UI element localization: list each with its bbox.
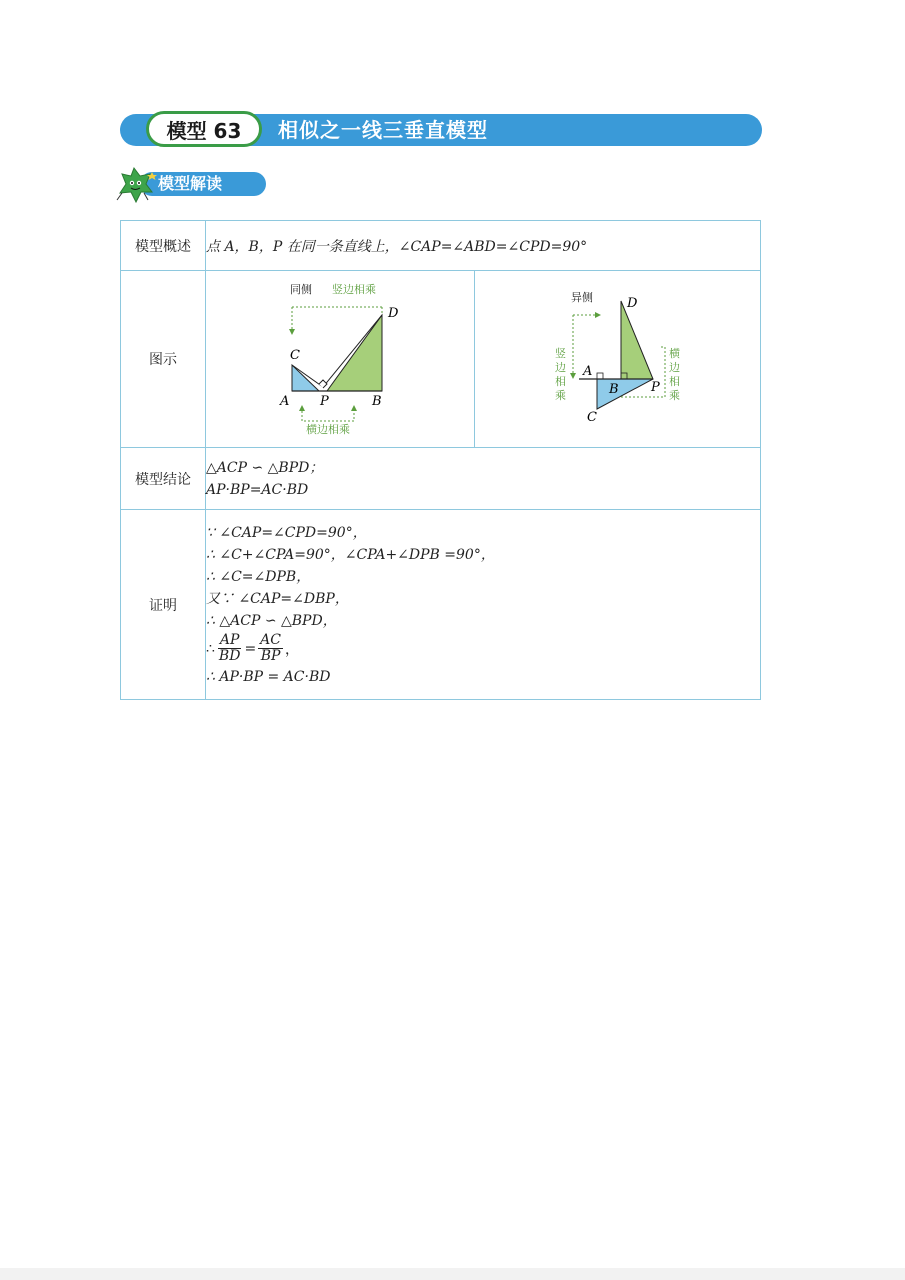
point-a-left: A bbox=[280, 394, 290, 409]
fraction-ap-bd bbox=[217, 633, 243, 664]
overview-label: 模型概述 bbox=[121, 221, 206, 271]
frac-den-2: BP bbox=[260, 648, 281, 664]
point-c-right: C bbox=[587, 410, 597, 425]
figure-opp-side bbox=[474, 271, 760, 447]
label-horizontal-mult-right-4: 乘 bbox=[669, 389, 680, 402]
page-bottom-strip bbox=[0, 1268, 905, 1280]
frac-eq: = bbox=[244, 640, 257, 657]
conclusion-label: 模型结论 bbox=[121, 448, 206, 510]
label-horizontal-mult-right-3: 相 bbox=[669, 375, 680, 388]
label-opp-side: 异侧 bbox=[571, 291, 593, 304]
frac-prefix: ∴ bbox=[206, 640, 215, 657]
frac-den-1: BD bbox=[218, 648, 241, 664]
section-label: 模型解读 bbox=[158, 174, 223, 193]
point-p-right: P bbox=[651, 380, 660, 395]
proof-cell bbox=[206, 510, 761, 700]
conclusion-line-2: AP·BP=AC·BD bbox=[206, 481, 309, 498]
label-vertical-mult-right-3: 相 bbox=[555, 375, 566, 388]
figure-label: 图示 bbox=[121, 271, 206, 448]
point-p-left: P bbox=[320, 394, 329, 409]
proof-line-2: ∴ ∠C+∠CPA=90°，∠CPA+∠DPB =90°， bbox=[206, 546, 495, 563]
overview-text bbox=[206, 221, 761, 271]
label-horizontal-mult-right-2: 边 bbox=[669, 361, 680, 374]
model-table bbox=[120, 220, 761, 700]
label-vertical-mult-right-1: 竖 bbox=[555, 347, 566, 360]
label-vertical-mult-right-4: 乘 bbox=[555, 389, 566, 402]
proof-line-1: ∵ ∠CAP=∠CPD=90°， bbox=[206, 524, 367, 541]
proof-line-5: ∴ △ACP ∽ △BPD， bbox=[206, 612, 337, 629]
proof-line-last: ∴ AP·BP = AC·BD bbox=[206, 668, 331, 685]
point-b-left: B bbox=[372, 394, 382, 409]
point-a-right: A bbox=[583, 364, 593, 379]
point-c-left: C bbox=[290, 348, 300, 363]
same-side-diagram bbox=[206, 271, 474, 447]
point-d-right: D bbox=[627, 296, 638, 311]
opp-side-diagram bbox=[475, 271, 760, 447]
model-title: 相似之一线三垂直模型 bbox=[278, 118, 488, 142]
point-d-left: D bbox=[388, 306, 399, 321]
model-badge: 模型 63 bbox=[146, 111, 262, 147]
figure-cell bbox=[206, 271, 761, 448]
proof-label: 证明 bbox=[121, 510, 206, 700]
label-same-side: 同侧 bbox=[290, 283, 312, 296]
label-vertical-mult-right-2: 边 bbox=[555, 361, 566, 374]
label-vertical-mult-left: 竖边相乘 bbox=[332, 283, 376, 296]
fraction-ac-bp bbox=[258, 633, 283, 664]
figure-same-side bbox=[206, 271, 474, 447]
proof-line-3: ∴ ∠C=∠DPB， bbox=[206, 568, 311, 585]
overview-text-content: 点 A，B，P 在同一条直线上，∠CAP=∠ABD=∠CPD=90° bbox=[206, 238, 588, 255]
proof-fraction-line bbox=[206, 632, 760, 666]
conclusion-cell bbox=[206, 448, 761, 510]
label-horizontal-mult-left: 横边相乘 bbox=[306, 423, 350, 436]
proof-line-4: 又∵ ∠CAP=∠DBP， bbox=[206, 590, 349, 607]
frac-num-2: AC bbox=[260, 632, 281, 648]
conclusion-line-1: △ACP ∽ △BPD； bbox=[206, 459, 324, 476]
mascot-icon bbox=[114, 164, 162, 204]
frac-num-1: AP bbox=[219, 632, 240, 648]
label-horizontal-mult-right-1: 横 bbox=[669, 347, 680, 360]
point-b-right: B bbox=[609, 382, 619, 397]
frac-suffix: ， bbox=[285, 641, 299, 658]
